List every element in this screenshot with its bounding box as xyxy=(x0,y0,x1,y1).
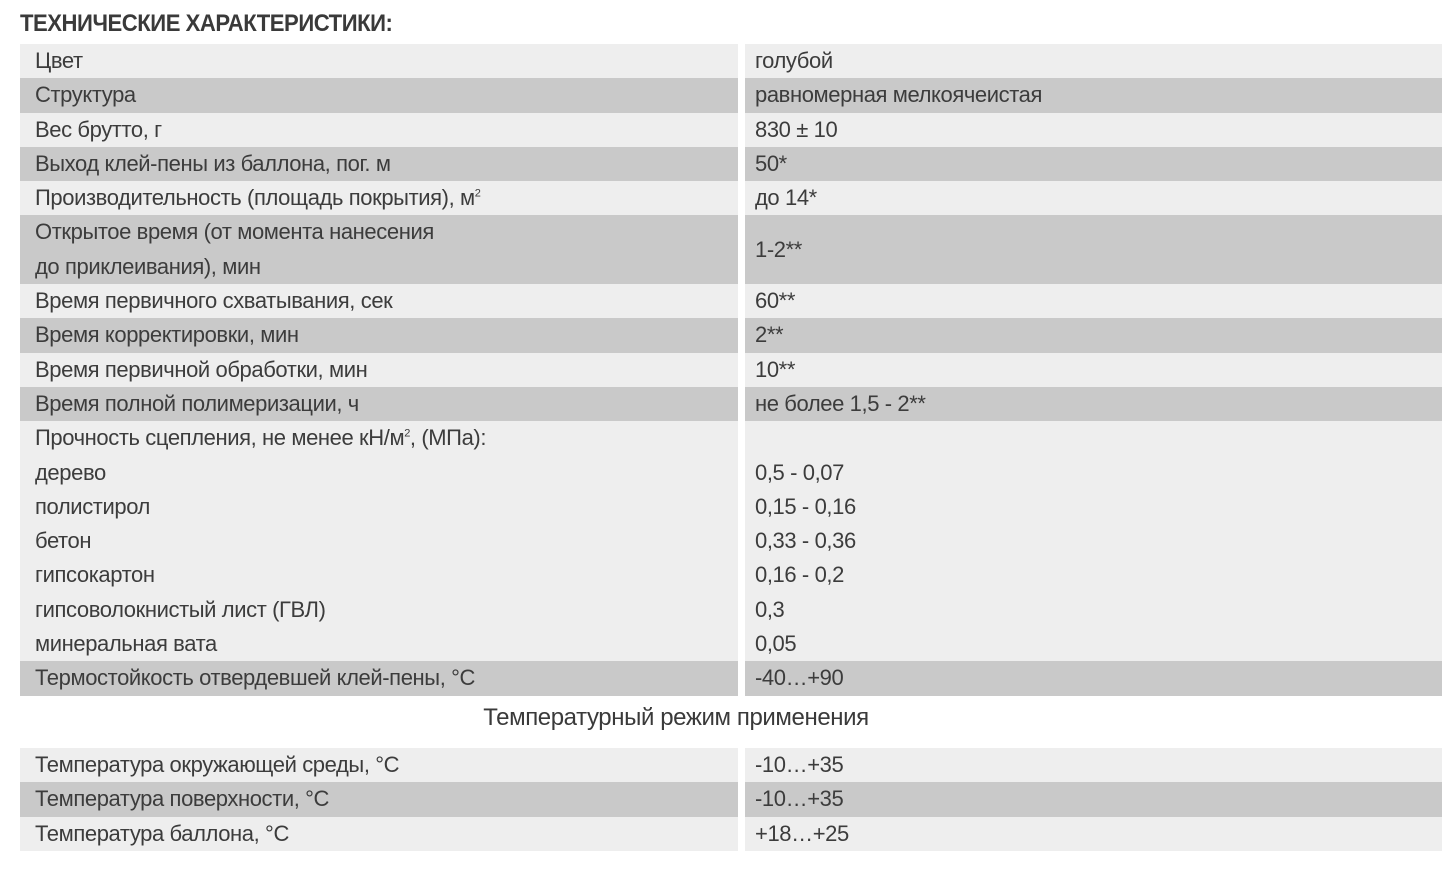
spec-label: Время первичного схватывания, сек xyxy=(20,284,738,318)
spec-label: Выход клей-пены из баллона, пог. м xyxy=(20,147,738,181)
spec-label-line: Открытое время (от момента нанесения xyxy=(35,219,434,245)
temp-label: Температура окружающей среды, °С xyxy=(20,748,738,782)
table-row xyxy=(20,748,1442,782)
spec-value: 50* xyxy=(745,147,1442,181)
spec-value: 60** xyxy=(745,284,1442,318)
superscript: 2 xyxy=(404,427,410,440)
adhesion-value: 0,33 - 0,36 xyxy=(755,528,856,554)
adhesion-value: 0,15 - 0,16 xyxy=(755,493,856,519)
section-heading: ТЕХНИЧЕСКИЕ ХАРАКТЕРИСТИКИ: xyxy=(20,10,393,37)
spec-label: Цвет xyxy=(20,44,738,78)
spec-label: Вес брутто, г xyxy=(20,113,738,147)
spec-label: Время корректировки, мин xyxy=(20,318,738,352)
spec-value: 830 ± 10 xyxy=(745,113,1442,147)
adhesion-material: гипсокартон xyxy=(35,562,155,588)
adhesion-labels xyxy=(20,421,738,661)
table-row xyxy=(20,353,1442,387)
adhesion-value: 0,3 xyxy=(755,596,785,622)
table-row xyxy=(20,44,1442,78)
table-row xyxy=(20,387,1442,421)
temp-label: Температура поверхности, °С xyxy=(20,782,738,816)
spec-label: Время полной полимеризации, ч xyxy=(20,387,738,421)
adhesion-material: бетон xyxy=(35,528,92,554)
adhesion-value: 0,05 xyxy=(755,631,797,657)
temp-value: -10…+35 xyxy=(745,748,1442,782)
spec-value: равномерная мелкоячеистая xyxy=(745,78,1442,112)
spec-label-line: до приклеивания), мин xyxy=(35,253,261,279)
table-row xyxy=(20,318,1442,352)
table-row xyxy=(20,817,1442,851)
adhesion-value: 0,16 - 0,2 xyxy=(755,562,844,588)
spec-label xyxy=(20,215,738,284)
spec-label-text: Производительность (площадь покрытия), м xyxy=(35,185,475,211)
spec-table xyxy=(20,44,1442,696)
spec-label: Время первичной обработки, мин xyxy=(20,353,738,387)
adhesion-material: дерево xyxy=(35,459,106,485)
spec-label: Термостойкость отвердевшей клей-пены, °С xyxy=(20,661,738,695)
spec-value: не более 1,5 - 2** xyxy=(745,387,1442,421)
table-row xyxy=(20,661,1442,695)
table-row xyxy=(20,215,1442,284)
adhesion-material: минеральная вата xyxy=(35,631,217,657)
adhesion-title xyxy=(35,421,738,455)
adhesion-material: полистирол xyxy=(35,493,150,519)
table-row xyxy=(20,284,1442,318)
spec-value: 10** xyxy=(745,353,1442,387)
adhesion-title-text: Прочность сцепления, не менее кН/м xyxy=(35,425,405,451)
spec-value: -40…+90 xyxy=(745,661,1442,695)
temperature-section-title: Температурный режим применения xyxy=(483,704,869,731)
spec-value: до 14* xyxy=(745,181,1442,215)
adhesion-value: 0,5 - 0,07 xyxy=(755,459,844,485)
table-row xyxy=(20,78,1442,112)
spec-value: 1-2** xyxy=(745,215,1442,284)
adhesion-group xyxy=(20,421,1442,661)
table-row xyxy=(20,782,1442,816)
temp-label: Температура баллона, °С xyxy=(20,817,738,851)
temperature-table xyxy=(20,748,1442,851)
adhesion-values xyxy=(745,421,1442,661)
adhesion-title-suffix: , (МПа): xyxy=(409,425,487,451)
temp-value: +18…+25 xyxy=(745,817,1442,851)
adhesion-material: гипсоволокнистый лист (ГВЛ) xyxy=(35,596,326,622)
spec-label xyxy=(20,181,738,215)
adhesion-value-empty xyxy=(755,421,1442,455)
spec-value: 2** xyxy=(745,318,1442,352)
table-row xyxy=(20,181,1442,215)
table-row xyxy=(20,113,1442,147)
table-row xyxy=(20,147,1442,181)
temp-value: -10…+35 xyxy=(745,782,1442,816)
spec-label: Структура xyxy=(20,78,738,112)
spec-value: голубой xyxy=(745,44,1442,78)
superscript: 2 xyxy=(474,187,481,200)
